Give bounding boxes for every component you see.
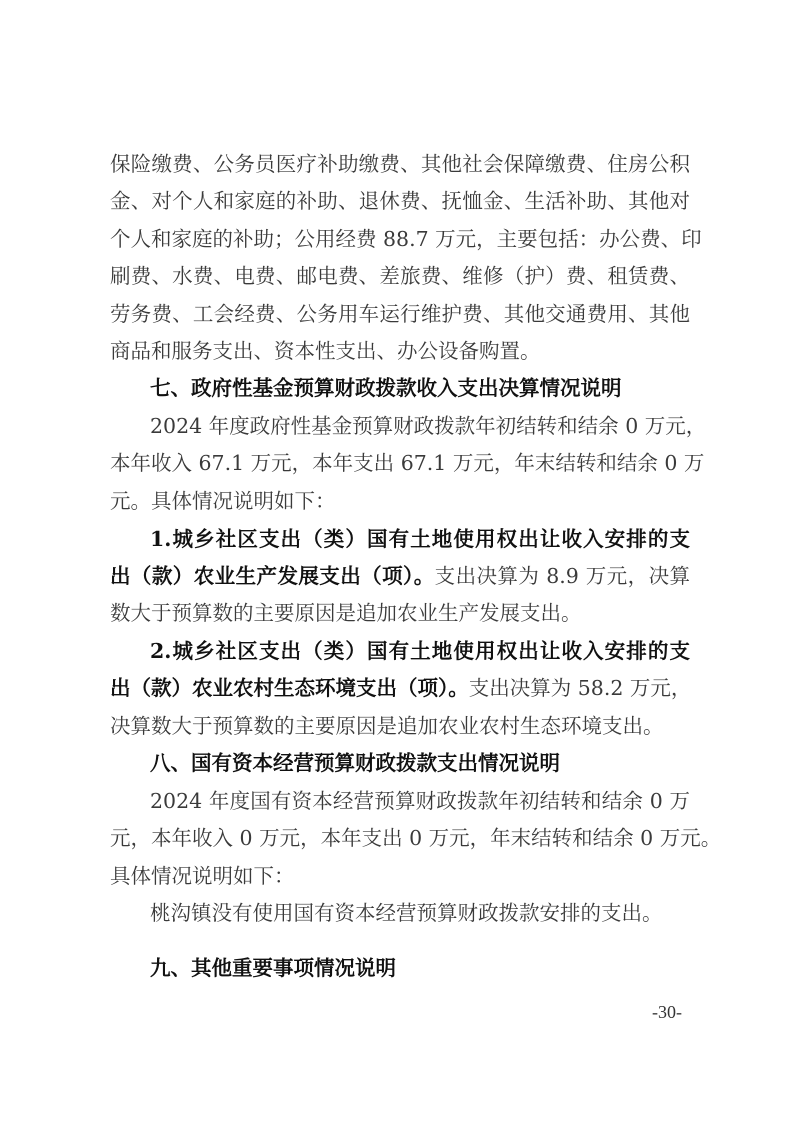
text-line xyxy=(110,712,690,740)
text-line xyxy=(110,487,690,515)
body-text: 桃沟镇没有使用国有资本经营预算财政拨款安排的支出。 xyxy=(150,901,663,925)
text-line xyxy=(110,674,690,702)
heading-text: 七、政府性基金预算财政拨款收入支出决算情况说明 xyxy=(150,376,622,400)
bold-item-title: 出（款）农业生产发展支出（项）。 xyxy=(110,564,435,588)
text-line xyxy=(110,562,690,590)
text-line xyxy=(110,187,690,215)
body-text: 支出决算为 58.2 万元， xyxy=(468,676,692,700)
text-line xyxy=(150,787,690,815)
body-text: 2024 年度国有资本经营预算财政拨款年初结转和结余 0 万 xyxy=(150,789,690,813)
body-text: 决算数大于预算数的主要原因是追加农业农村生态环境支出。 xyxy=(110,714,664,738)
text-line xyxy=(150,899,690,927)
text-line xyxy=(110,150,690,178)
heading-text: 九、其他重要事项情况说明 xyxy=(150,956,396,980)
bold-item-title: 2.城乡社区支出（类）国有土地使用权出让收入安排的支 xyxy=(150,639,690,663)
section-heading xyxy=(150,374,690,402)
body-text: 保险缴费、公务员医疗补助缴费、其他社会保障缴费、住房公积 xyxy=(110,152,690,176)
body-text: 具体情况说明如下： xyxy=(110,864,295,888)
text-line xyxy=(150,525,690,553)
text-line xyxy=(110,225,702,253)
text-line xyxy=(110,599,690,627)
body-text: 元，本年收入 0 万元，本年支出 0 万元，年末结转和结余 0 万元。 xyxy=(110,826,722,850)
text-line xyxy=(110,337,690,365)
section-heading xyxy=(150,954,690,982)
body-text: 个人和家庭的补助；公用经费 88.7 万元，主要包括：办公费、印 xyxy=(110,227,702,251)
body-text: 商品和服务支出、资本性支出、办公设备购置。 xyxy=(110,339,541,363)
text-line xyxy=(110,862,690,890)
body-text: 元。具体情况说明如下： xyxy=(110,489,336,513)
bold-item-title: 出（款）农业农村生态环境支出（项）。 xyxy=(110,676,469,700)
body-text: 支出决算为 8.9 万元，决算 xyxy=(434,564,691,588)
text-line xyxy=(110,300,690,328)
text-line xyxy=(110,262,690,290)
body-text: 劳务费、工会经费、公务用车运行维护费、其他交通费用、其他 xyxy=(110,302,690,326)
text-line xyxy=(150,637,690,665)
bold-item-title: 1.城乡社区支出（类）国有土地使用权出让收入安排的支 xyxy=(150,527,690,551)
heading-text: 八、国有资本经营预算财政拨款支出情况说明 xyxy=(150,751,560,775)
body-text: 刷费、水费、电费、邮电费、差旅费、维修（护）费、租赁费、 xyxy=(110,264,690,288)
text-line xyxy=(150,412,707,440)
body-text: 金、对个人和家庭的补助、退休费、抚恤金、生活补助、其他对 xyxy=(110,189,690,213)
page-number: -30- xyxy=(652,1002,682,1022)
section-heading xyxy=(150,749,690,777)
text-line xyxy=(110,449,705,477)
text-line xyxy=(110,824,722,852)
body-text: 数大于预算数的主要原因是追加农业生产发展支出。 xyxy=(110,601,582,625)
body-text: 本年收入 67.1 万元，本年支出 67.1 万元，年末结转和结余 0 万 xyxy=(110,451,705,475)
body-text: 2024 年度政府性基金预算财政拨款年初结转和结余 0 万元， xyxy=(150,414,707,438)
